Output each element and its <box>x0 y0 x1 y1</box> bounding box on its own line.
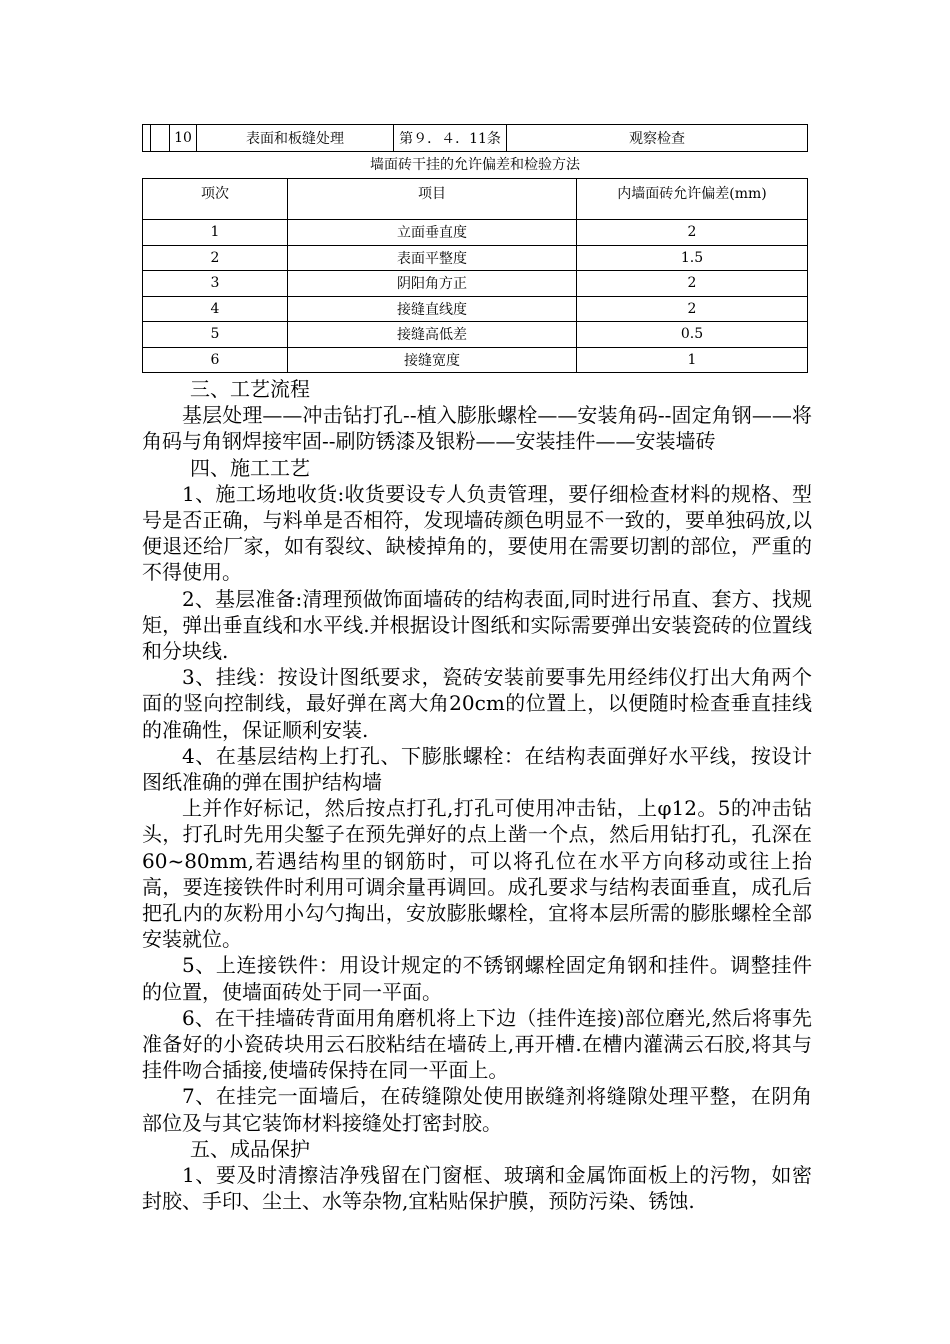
table-cell: 第９．４．11条 <box>394 125 507 152</box>
table-cell: 接缝直线度 <box>288 296 577 322</box>
table-cell: 接缝宽度 <box>288 347 577 373</box>
section-heading: 四、施工工艺 <box>190 455 310 480</box>
table-row <box>143 296 808 322</box>
column-header: 项次 <box>143 179 288 220</box>
paragraph: 1、施工场地收货:收货要设专人负责管理，要仔细检查材料的规格、型号是否正确，与料单是否相符，发现墙砖颜色明显不一致的，要单独码放,以便退还给厂家，如有裂纹、缺棱掉角的，要使用在需要切割的部位，严重的不得使用。 <box>142 481 812 585</box>
paragraph: 6、在干挂墙砖背面用角磨机将上下边（挂件连接)部位磨光,然后将事先准备好的小瓷砖块用云石胶粘结在墙砖上,再开槽.在槽内灌满云石胶,将其与挂件吻合插接,使墙砖保持在同一平面上。 <box>142 1005 812 1083</box>
table-cell: 接缝高低差 <box>288 322 577 348</box>
table-cell: 5 <box>143 322 288 348</box>
table-cell: 表面平整度 <box>288 245 577 271</box>
table-cell: 2 <box>577 220 808 246</box>
document-body <box>142 376 812 1215</box>
table-cell: 3 <box>143 271 288 297</box>
table-cell: 1 <box>577 347 808 373</box>
paragraph: 7、在挂完一面墙后，在砖缝隙处使用嵌缝剂将缝隙处理平整，在阴角部位及与其它装饰材料接缝处打密封胶。 <box>142 1084 812 1135</box>
paragraph: 上并作好标记，然后按点打孔,打孔可使用冲击钻，上φ12。5的冲击钻头，打孔时先用尖錾子在预先弹好的点上凿一个点，然后用钻打孔，孔深在60~80mm,若遇结构里的钢筋时，可以将孔位在水平方向移动或往上抬高，要连接铁件时利用可调余量再调回。成孔要求与结构表面垂直，成孔后把孔内的灰粉用小勾勺掏出，安放膨胀螺栓，宜将本层所需的膨胀螺栓全部安装就位。 <box>142 796 812 952</box>
table-row <box>143 322 808 348</box>
table-header-row <box>143 179 808 220</box>
section-heading: 五、成品保护 <box>190 1136 310 1161</box>
table-cell: 立面垂直度 <box>288 220 577 246</box>
paragraph: 5、上连接铁件：用设计规定的不锈钢螺栓固定角钢和挂件。调整挂件的位置，使墙面砖处于同一平面。 <box>142 953 812 1004</box>
inspection-table-row <box>142 124 808 152</box>
table-cell <box>143 125 151 152</box>
table-cell: 表面和板缝处理 <box>197 125 394 152</box>
table-row <box>143 220 808 246</box>
table-cell: 2 <box>577 296 808 322</box>
table-cell: 观察检查 <box>507 125 808 152</box>
section-heading: 三、工艺流程 <box>190 377 310 401</box>
table-cell: 6 <box>143 347 288 373</box>
column-header: 项目 <box>288 179 577 220</box>
table-row <box>143 347 808 373</box>
table-cell: 10 <box>170 125 197 152</box>
table-cell: 0.5 <box>577 322 808 348</box>
table-cell: 4 <box>143 296 288 322</box>
table-row <box>143 245 808 271</box>
table-row <box>143 271 808 297</box>
paragraph: 基层处理——冲击钻打孔--植入膨胀螺栓——安装角码--固定角钢——将角码与角钢焊接牢固--刷防锈漆及银粉——安装挂件——安装墙砖 <box>142 403 812 454</box>
table-cell: 1.5 <box>577 245 808 271</box>
paragraph: 2、基层准备:清理预做饰面墙砖的结构表面,同时进行吊直、套方、找规矩，弹出垂直线和水平线.并根据设计图纸和实际需要弹出安装瓷砖的位置线和分块线. <box>142 586 812 664</box>
table-row <box>143 125 808 152</box>
paragraph: 4、在基层结构上打孔、下膨胀螺栓：在结构表面弹好水平线，按设计图纸准确的弹在围护结构墙 <box>142 743 812 795</box>
table-cell: 1 <box>143 220 288 246</box>
paragraph: 3、挂线：按设计图纸要求，瓷砖安装前要事先用经纬仪打出大角两个面的竖向控制线，最好弹在离大角20cm的位置上，以便随时检查垂直挂线的准确性，保证顺利安装. <box>142 665 812 742</box>
table-cell: 2 <box>577 271 808 297</box>
table-caption: 墙面砖干挂的允许偏差和检验方法 <box>370 157 580 173</box>
deviation-table <box>142 178 808 373</box>
paragraph: 1、要及时清擦洁净残留在门窗框、玻璃和金属饰面板上的污物，如密封胶、手印、尘土、水等杂物,宜粘贴保护膜，预防污染、锈蚀. <box>142 1163 812 1214</box>
table-cell <box>151 125 170 152</box>
table-cell: 阴阳角方正 <box>288 271 577 297</box>
table-cell: 2 <box>143 245 288 271</box>
column-header: 内墙面砖允许偏差(mm) <box>577 179 808 220</box>
